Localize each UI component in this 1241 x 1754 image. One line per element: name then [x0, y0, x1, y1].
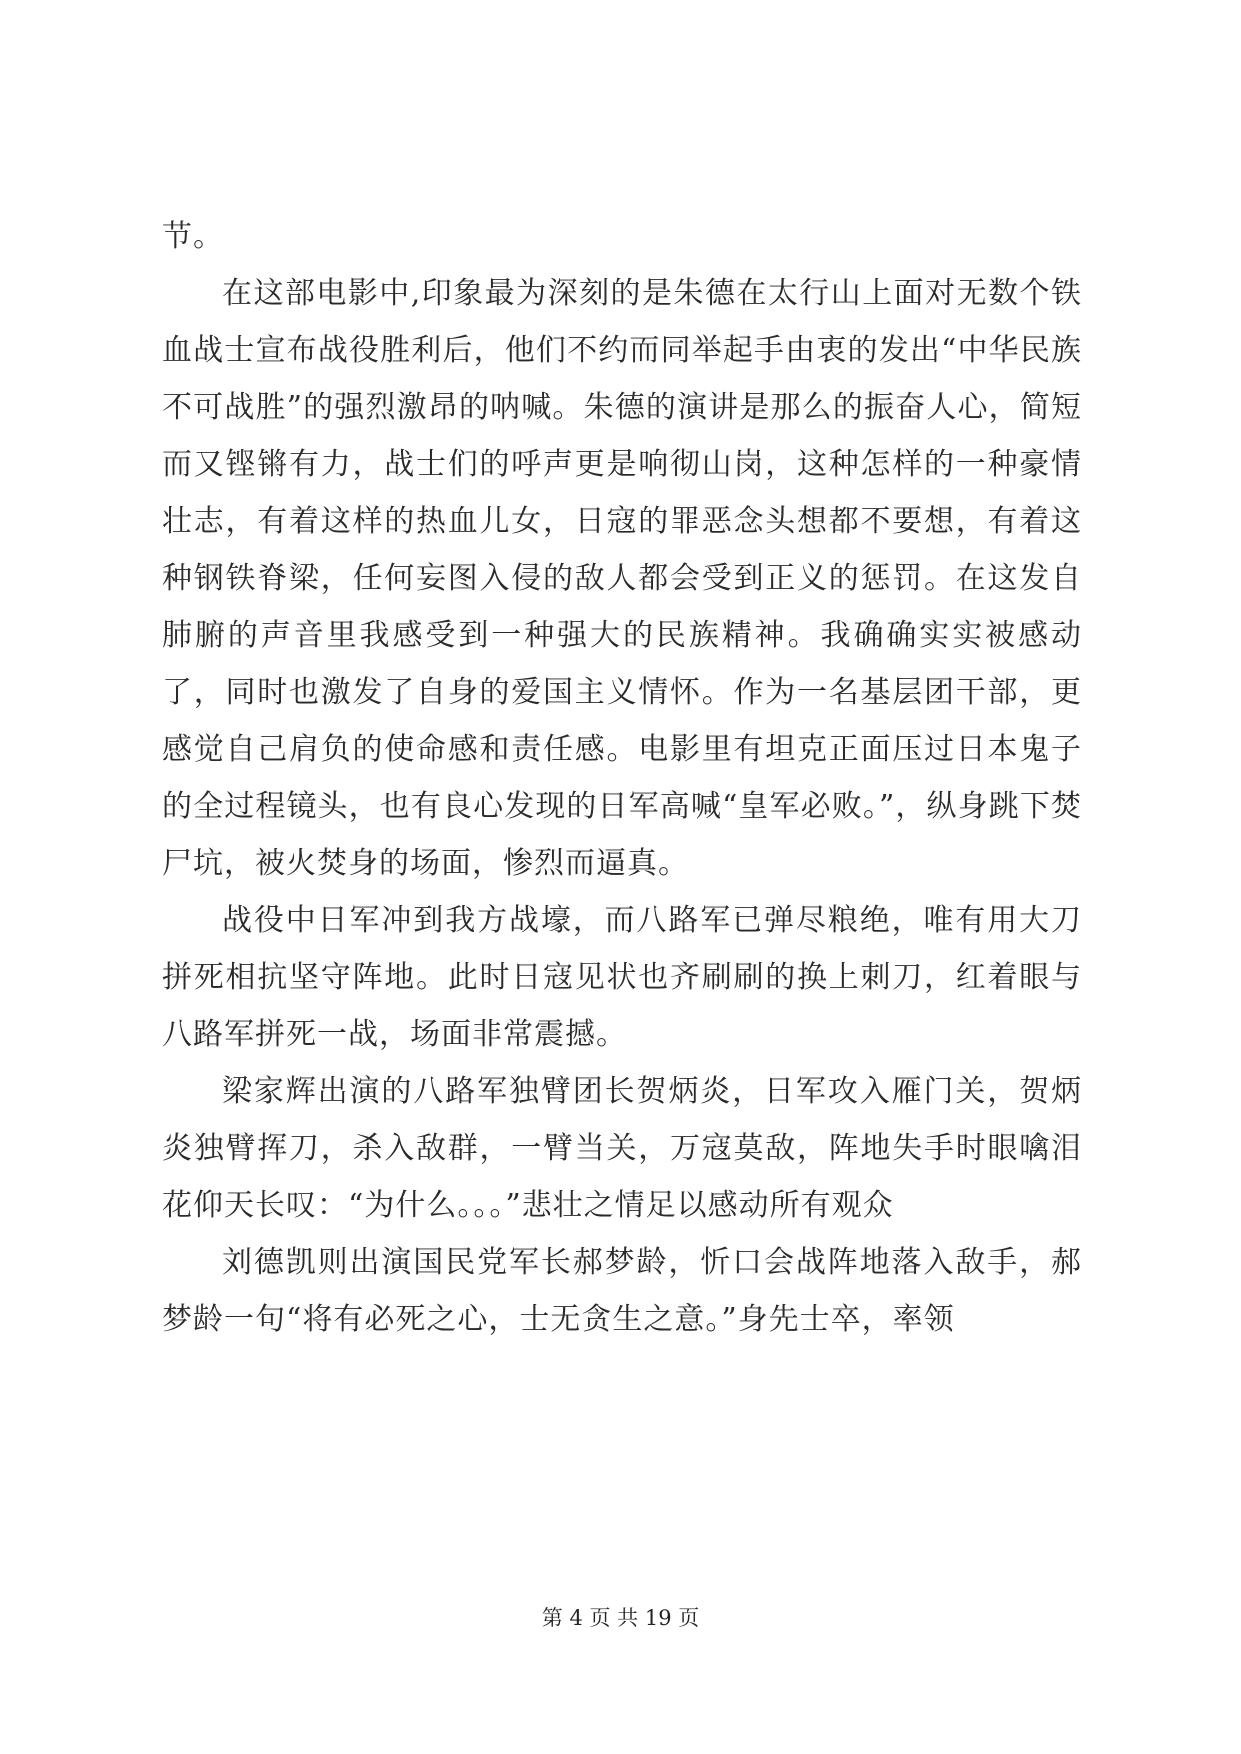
- paragraph-zhu-de-speech: 在这部电影中,印象最为深刻的是朱德在太行山上面对无数个铁血战士宣布战役胜利后，他们不约而同举起手由衷的发出“中华民族不可战胜”的强烈激昂的呐喊。朱德的演讲是那么的振奋人心，简短而又铿锵有力，战士们的呼声更是响彻山岗，这种怎样的一种豪情壮志，有着这样的热血儿女，日寇的罪恶念头想都不要想，有着这种钢铁脊梁，任何妄图入侵的敌人都会受到正义的惩罚。在这发自肺腑的声音里我感受到一种强大的民族精神。我确确实实被感动了，同时也激发了自身的爱国主义情怀。作为一名基层团干部，更感觉自己肩负的使命感和责任感。电影里有坦克正面压过日本鬼子的全过程镜头，也有良心发现的日军高喊“皇军必败。”，纵身跳下焚尸坑，被火焚身的场面，惨烈而逼真。: [162, 276, 1082, 881]
- page-number-footer: 第 4 页 共 19 页: [541, 1606, 700, 1630]
- paragraph-continuation: 节。: [162, 219, 224, 254]
- paragraph-he-bingyan: 梁家辉出演的八路军独臂团长贺炳炎，日军攻入雁门关，贺炳炎独臂挥刀，杀入敌群，一臂当关，万寇莫敌，阵地失手时眼噙泪花仰天长叹：“为什么。。。”悲壮之情足以感动所有观众: [162, 1074, 1082, 1223]
- paragraph-trench-battle: 战役中日军冲到我方战壕，而八路军已弹尽粮绝，唯有用大刀拼死相抗坚守阵地。此时日寇见状也齐刷刷的换上刺刀，红着眼与八路军拼死一战，场面非常震撼。: [162, 903, 1082, 1052]
- document-body: [162, 208, 1082, 1348]
- paragraph-hao-mengling: 刘德凯则出演国民党军长郝梦龄，忻口会战阵地落入敌手，郝梦龄一句“将有必死之心，士无贪生之意。”身先士卒，率领: [162, 1245, 1082, 1337]
